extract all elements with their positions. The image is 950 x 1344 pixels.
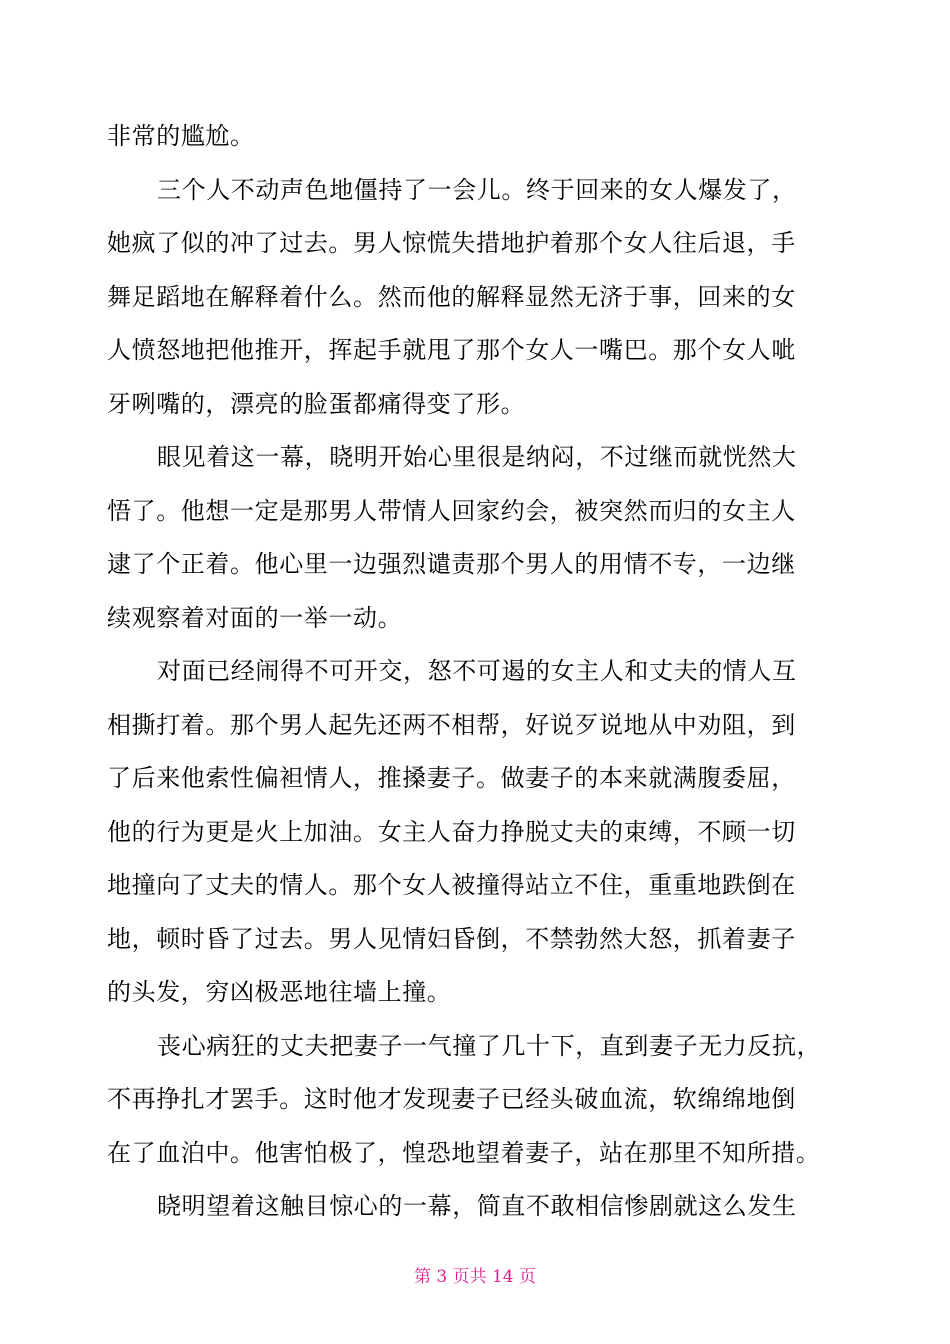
text-line: 牙咧嘴的，漂亮的脸蛋都痛得变了形。 <box>107 390 526 418</box>
text-line: 了后来他索性偏袒情人，推搡妻子。做妻子的本来就满腹委屈， <box>107 764 796 792</box>
text-line: 他的行为更是火上加油。女主人奋力挣脱丈夫的束缚，不顾一切 <box>107 818 796 846</box>
text-line: 舞足蹈地在解释着什么。然而他的解释显然无济于事，回来的女 <box>107 283 796 311</box>
paragraph-start-line: 丧心病狂的丈夫把妻子一气撞了几十下，直到妻子无力反抗， <box>157 1032 822 1060</box>
text-line: 在了血泊中。他害怕极了，惶恐地望着妻子，站在那里不知所措。 <box>107 1139 821 1167</box>
paragraph-start-line: 对面已经闹得不可开交，怒不可遏的女主人和丈夫的情人互 <box>157 657 797 685</box>
paragraph-start-line: 眼见着这一幕，晓明开始心里很是纳闷，不过继而就恍然大 <box>157 443 797 471</box>
text-line: 她疯了似的冲了过去。男人惊慌失措地护着那个女人往后退，手 <box>107 229 796 257</box>
text-line: 续观察着对面的一举一动。 <box>107 604 403 632</box>
text-line: 非常的尴尬。 <box>107 122 255 150</box>
paragraph-start-line: 三个人不动声色地僵持了一会儿。终于回来的女人爆发了， <box>157 176 797 204</box>
paragraph-start-line: 晓明望着这触目惊心的一幕，简直不敢相信惨剧就这么发生 <box>157 1192 797 1220</box>
text-line: 人愤怒地把他推开，挥起手就甩了那个女人一嘴巴。那个女人呲 <box>107 336 796 364</box>
text-line: 的头发，穷凶极恶地往墙上撞。 <box>107 978 452 1006</box>
text-line: 地，顿时昏了过去。男人见情妇昏倒，不禁勃然大怒，抓着妻子 <box>107 925 796 953</box>
text-line: 悟了。他想一定是那男人带情人回家约会，被突然而归的女主人 <box>107 497 796 525</box>
text-line: 不再挣扎才罢手。这时他才发现妻子已经头破血流，软绵绵地倒 <box>107 1085 796 1113</box>
page-number-footer: 第 3 页共 14 页 <box>413 1267 537 1287</box>
text-line: 逮了个正着。他心里一边强烈谴责那个男人的用情不专，一边继 <box>107 550 796 578</box>
text-line: 地撞向了丈夫的情人。那个女人被撞得站立不住，重重地跌倒在 <box>107 871 796 899</box>
text-line: 相撕打着。那个男人起先还两不相帮，好说歹说地从中劝阻，到 <box>107 711 796 739</box>
